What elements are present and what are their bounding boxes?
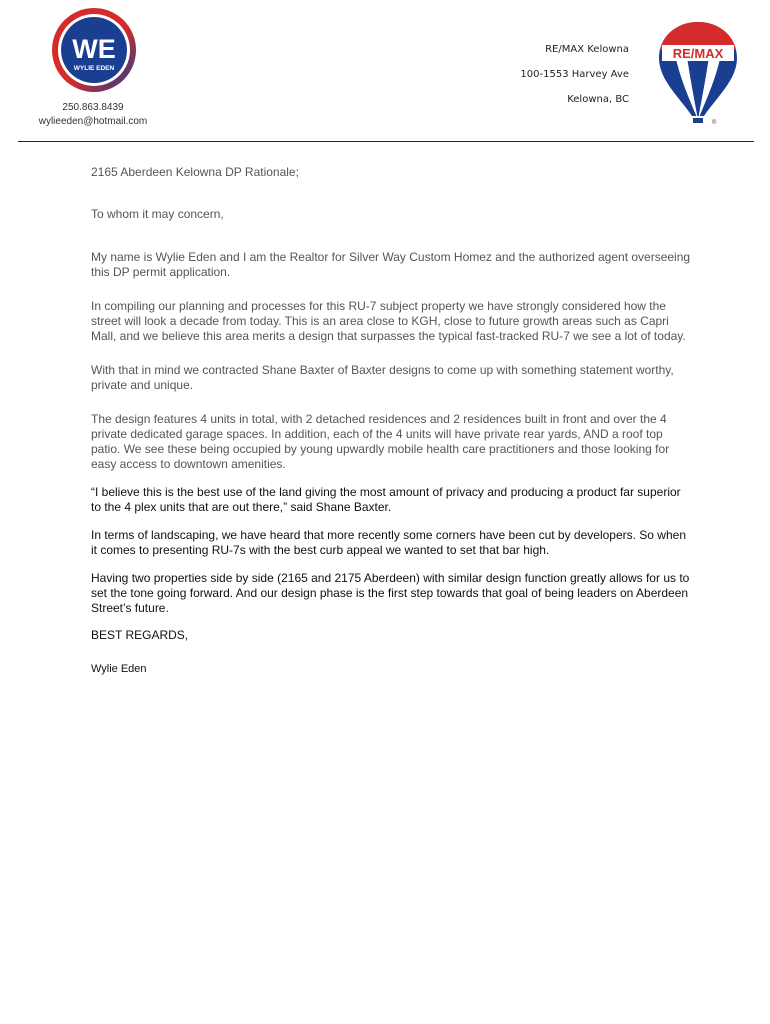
letter-body [91, 165, 691, 677]
paragraph-3: With that in mind we contracted Shane Baxter of Baxter designs to come up with something statement worthy, private and unique. [91, 363, 674, 392]
office-city: Kelowna, BC [567, 94, 629, 105]
registered-mark: ® [712, 120, 717, 126]
email-address: wylieeden@hotmail.com [38, 116, 148, 127]
remax-balloon-logo [656, 20, 740, 130]
paragraph-quote: “I believe this is the best use of the land giving the most amount of privacy and producing a product far superior to the 4 plex units that are out there,” said Shane Baxter. [91, 485, 681, 514]
phone-number: 250.863.8439 [62, 102, 124, 113]
header-divider [18, 141, 754, 142]
paragraph-landscaping: In terms of landscaping, we have heard that more recently some corners have been cut by developers. So when it comes to presenting RU-7s with the best curb appeal we wanted to set that bar high. [91, 528, 686, 557]
salutation: To whom it may concern, [91, 207, 224, 221]
office-address [470, 44, 629, 119]
paragraph-1: My name is Wylie Eden and I am the Realtor for Silver Way Custom Homez and the authorized agent overseeing this DP permit application. [91, 250, 691, 279]
signature: Wylie Eden [91, 663, 147, 675]
closing: BEST REGARDS, [91, 628, 189, 642]
office-street: 100-1553 Harvey Ave [520, 69, 629, 80]
remax-logo-text: RE/MAX [672, 46, 724, 61]
office-name: RE/MAX Kelowna [545, 44, 629, 55]
paragraph-4: The design features 4 units in total, with 2 detached residences and 2 residences built in front and over the 4 private dedicated garage spaces. In addition, each of the 4 units will have private rear yards, AND a roof top patio. We see these being occupied by young upwardly mobile health care practitioners and those looking for easy access to downtown amenities. [91, 412, 670, 471]
subject-line: 2165 Aberdeen Kelowna DP Rationale; [91, 165, 299, 179]
wylie-eden-logo [50, 6, 138, 94]
contact-info [18, 101, 168, 129]
logo-name: WYLIE EDEN [73, 65, 115, 72]
paragraph-aberdeen: Having two properties side by side (2165 and 2175 Aberdeen) with similar design function greatly allows for us to set the tone going forward. And our design phase is the first step towards that goal of being leaders on Aberdeen Street’s future. [91, 571, 690, 615]
paragraph-2: In compiling our planning and processes for this RU-7 subject property we have strongly considered how the street will look a decade from today. This is an area close to KGH, close to future growth areas such as Capri Mall, and we believe this area merits a design that surpasses the typical fast-tracked RU-7 we see a lot of today. [91, 299, 686, 343]
logo-initials: WE [72, 34, 116, 64]
